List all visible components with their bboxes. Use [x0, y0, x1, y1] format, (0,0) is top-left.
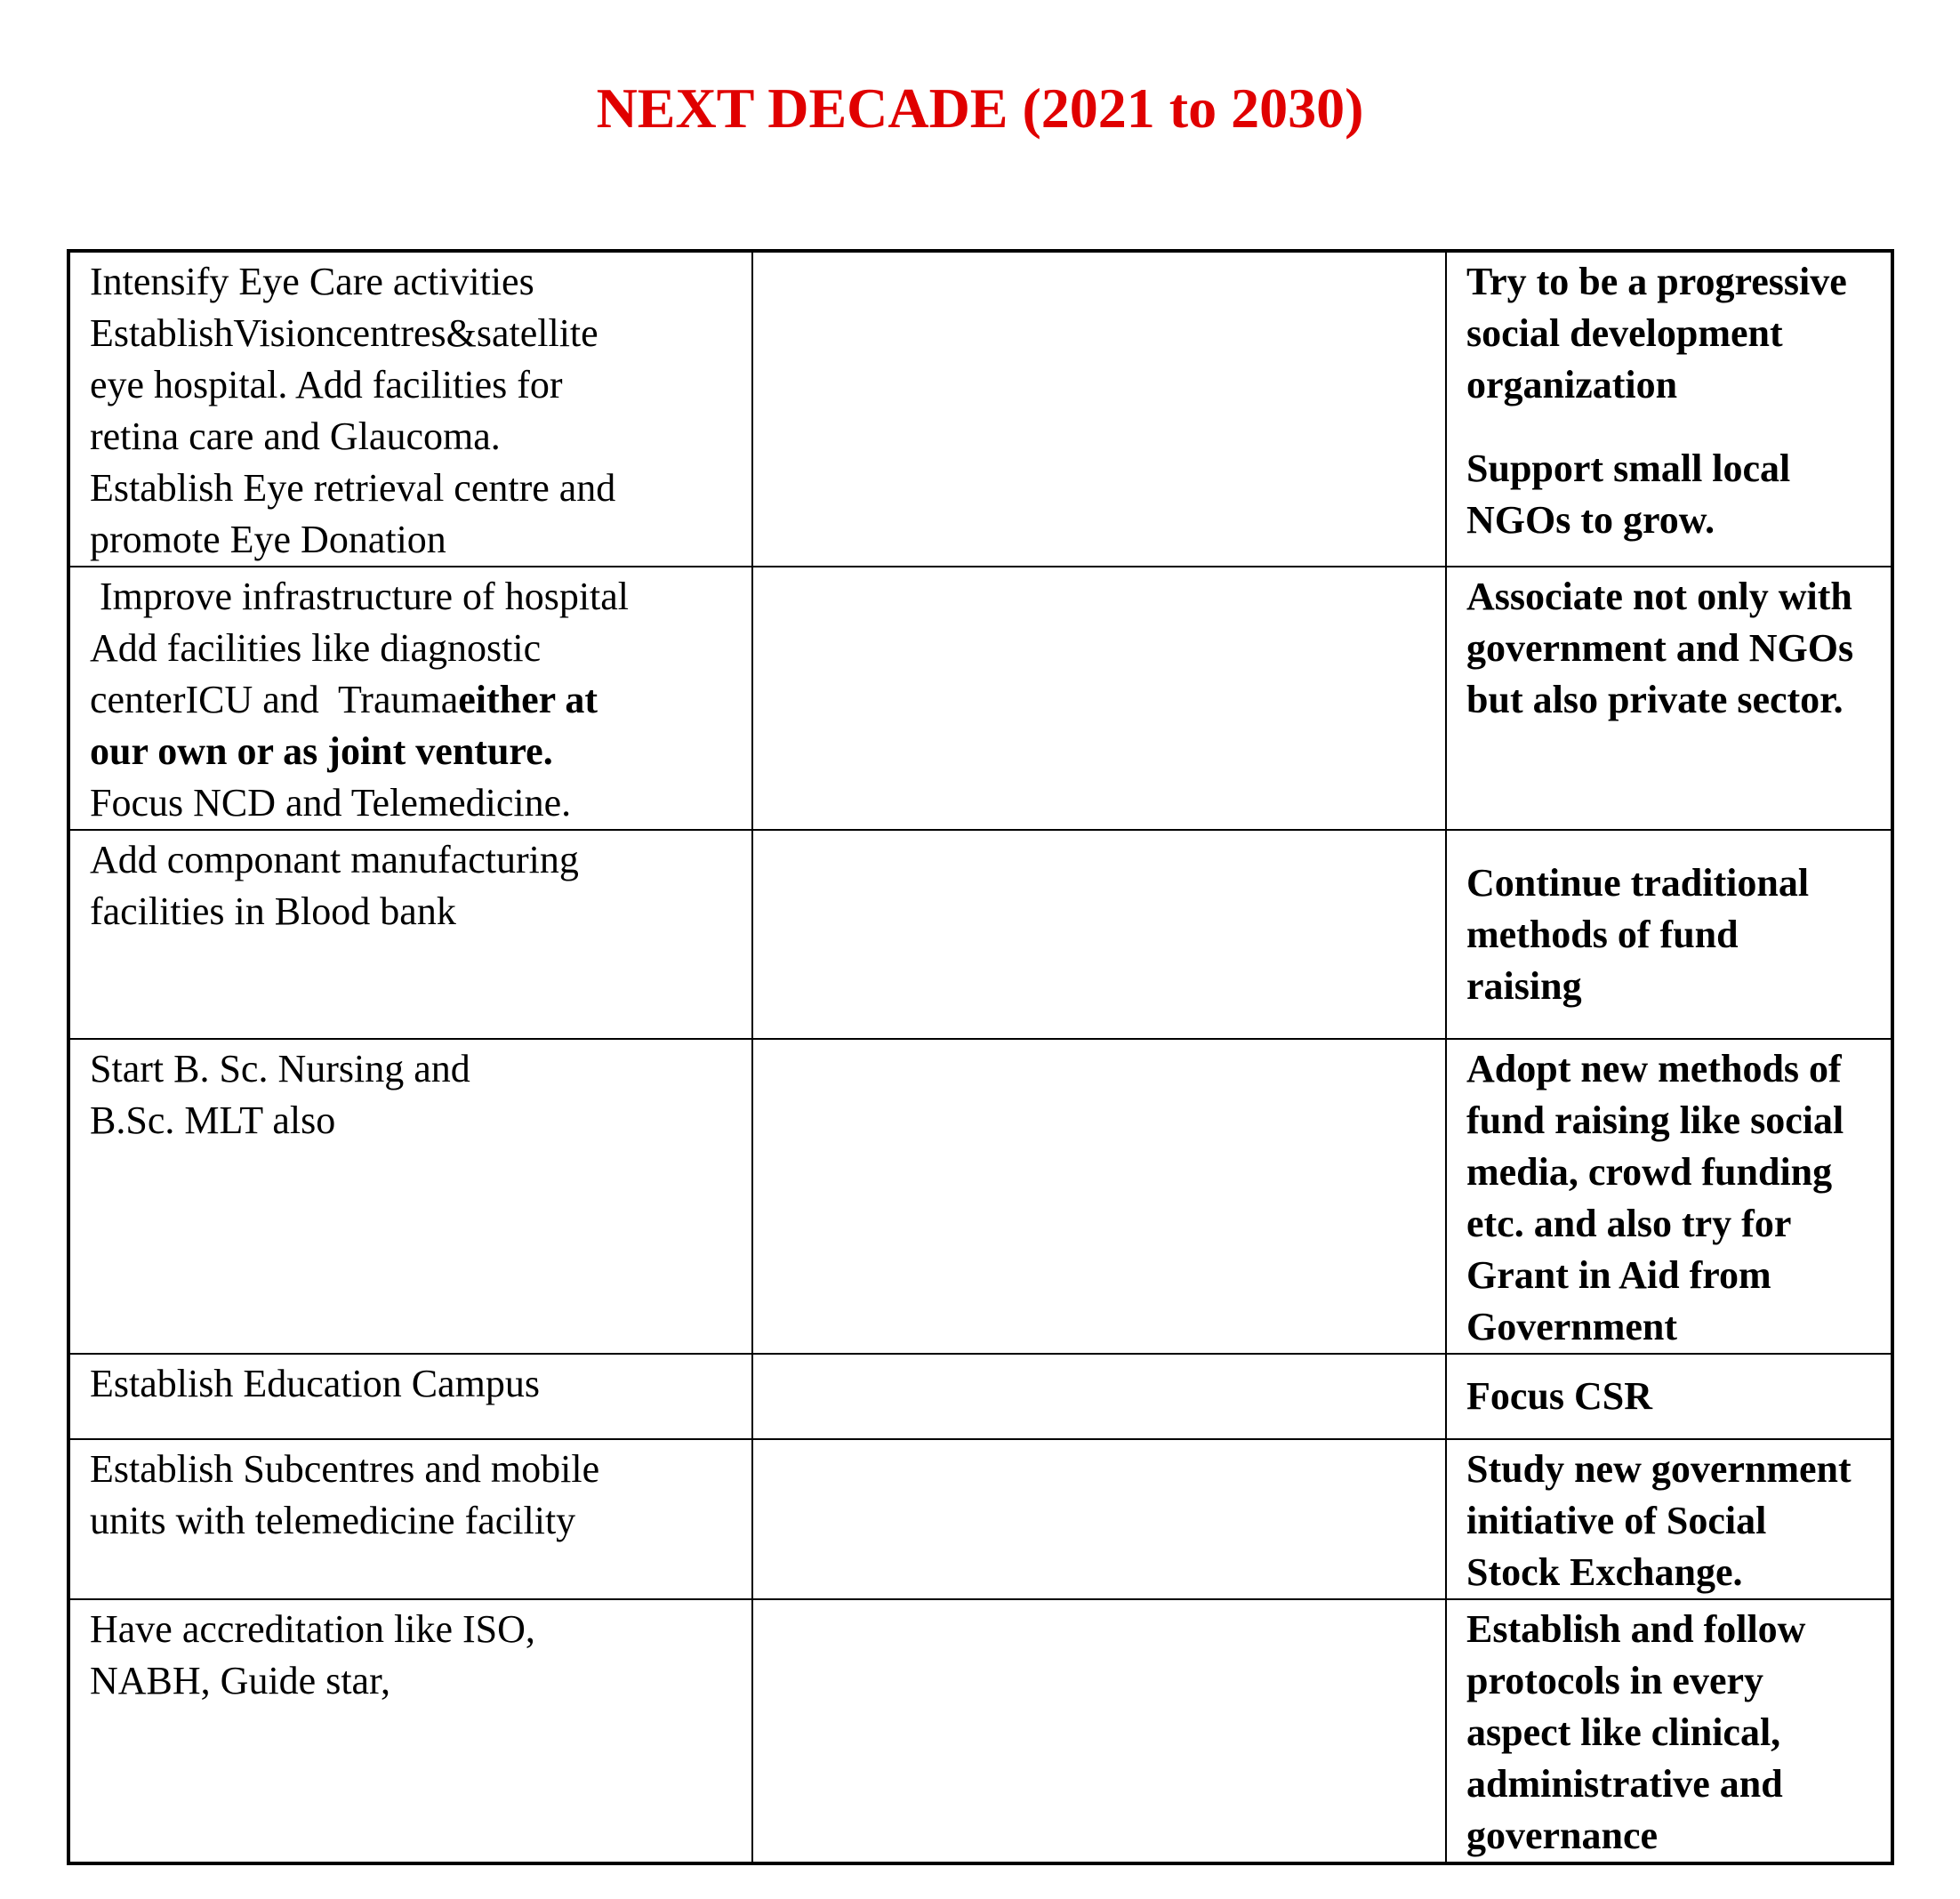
table-cell [68, 1039, 752, 1354]
cell-line: units with telemedicine facility [90, 1499, 576, 1542]
table-cell [1446, 1354, 1892, 1439]
cell-line: Add componant manufacturing [90, 838, 579, 881]
cell-line: Establish and follow [1466, 1607, 1806, 1651]
table-cell [1446, 1039, 1892, 1354]
cell-line: governance [1466, 1814, 1659, 1857]
cell-line: NGOs to grow. [1466, 498, 1715, 542]
cell-line [90, 726, 732, 777]
cell-line: Focus NCD and Telemedicine. [90, 781, 572, 825]
cell-line: raising [1466, 964, 1582, 1008]
cell-line: administrative and [1466, 1762, 1783, 1806]
table-cell [68, 1599, 752, 1863]
cell-line: aspect like clinical, [1466, 1710, 1781, 1754]
cell-line: etc. and also try for [1466, 1202, 1792, 1245]
cell-line: Establish Eye retrieval centre and [90, 466, 616, 510]
cell-line: Grant in Aid from [1466, 1253, 1771, 1297]
table-row [68, 251, 1892, 567]
table-cell [68, 1354, 752, 1439]
empty-cell [752, 567, 1446, 830]
table-cell [68, 251, 752, 567]
cell-line: Establish Subcentres and mobile [90, 1447, 600, 1491]
spacer [1466, 411, 1871, 443]
cell-line: promote Eye Donation [90, 518, 446, 561]
cell-line: Intensify Eye Care activities [90, 260, 534, 303]
cell-line: Government [1466, 1305, 1678, 1348]
cell-line: Stock Exchange. [1466, 1550, 1743, 1594]
table-cell [68, 1439, 752, 1599]
cell-line: social development [1466, 311, 1783, 355]
empty-cell [752, 830, 1446, 1039]
table-cell [1446, 567, 1892, 830]
empty-cell [752, 1354, 1446, 1439]
cell-line: facilities in Blood bank [90, 889, 456, 933]
table-cell [1446, 1599, 1892, 1863]
table-cell [1446, 830, 1892, 1039]
cell-bold-text: our own or as joint venture. [90, 729, 553, 773]
table-row [68, 1354, 1892, 1439]
cell-line: EstablishVisioncentres&satellite [90, 311, 598, 355]
cell-line: organization [1466, 363, 1678, 406]
cell-line: Continue traditional [1466, 861, 1810, 905]
table-cell [68, 830, 752, 1039]
cell-line: Try to be a progressive [1466, 260, 1847, 303]
cell-line: Study new government [1466, 1447, 1852, 1491]
cell-line: B.Sc. MLT also [90, 1098, 336, 1142]
cell-line [90, 674, 732, 726]
empty-cell [752, 251, 1446, 567]
cell-line: but also private sector. [1466, 678, 1844, 721]
cell-line: Establish Education Campus [90, 1362, 540, 1405]
cell-line: retina care and Glaucoma. [90, 414, 501, 458]
cell-line: NABH, Guide star, [90, 1659, 390, 1702]
cell-line: protocols in every [1466, 1659, 1764, 1702]
page-title: NEXT DECADE (2021 to 2030) [596, 76, 1364, 140]
cell-line: Have accreditation like ISO, [90, 1607, 535, 1651]
cell-line: initiative of Social [1466, 1499, 1767, 1542]
cell-line: government and NGOs [1466, 626, 1854, 670]
cell-line: Focus CSR [1466, 1374, 1653, 1418]
table-row [68, 1599, 1892, 1863]
cell-line: media, crowd funding [1466, 1150, 1833, 1194]
cell-line: Support small local [1466, 447, 1791, 490]
cell-line: eye hospital. Add facilities for [90, 363, 563, 406]
empty-cell [752, 1039, 1446, 1354]
cell-text: centerICU and Trauma [90, 678, 459, 721]
cell-line: methods of fund [1466, 913, 1739, 956]
cell-line: Add facilities like diagnostic [90, 626, 542, 670]
plan-table [67, 249, 1894, 1865]
table-row [68, 1439, 1892, 1599]
empty-cell [752, 1599, 1446, 1863]
cell-line: fund raising like social [1466, 1098, 1844, 1142]
table-cell [1446, 251, 1892, 567]
table-cell [68, 567, 752, 830]
cell-bold-text: either at [458, 678, 598, 721]
table-row [68, 1039, 1892, 1354]
cell-line: Start B. Sc. Nursing and [90, 1047, 470, 1090]
cell-line: Adopt new methods of [1466, 1047, 1842, 1090]
cell-line: Improve infrastructure of hospital [90, 575, 630, 618]
table-row [68, 830, 1892, 1039]
empty-cell [752, 1439, 1446, 1599]
table-cell [1446, 1439, 1892, 1599]
cell-line: Associate not only with [1466, 575, 1852, 618]
table-row [68, 567, 1892, 830]
